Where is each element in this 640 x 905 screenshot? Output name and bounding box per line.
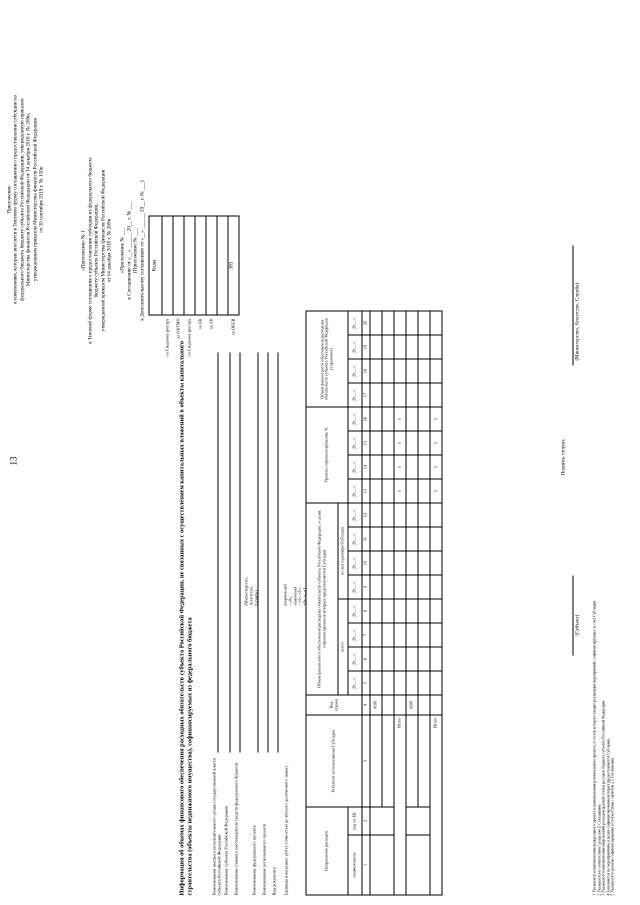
row-code: 0100: [370, 695, 382, 715]
table-cell[interactable]: [406, 383, 418, 407]
header-cell-total: Объем финансового обеспечения расходных обязательств субъекта Российской Федерации, в целях софинансирования которых предоставляется Субсидия: [306, 503, 338, 695]
table-cell[interactable]: [370, 479, 382, 503]
header-line: Министерства финансов Российской Федерации от 14 декабря 2018 г. № 269н,: [25, 112, 32, 286]
code-label: по БК: [208, 318, 213, 329]
signature-left: (Субъект): [575, 614, 580, 635]
table-cell[interactable]: [430, 599, 442, 623]
table-cell[interactable]: [418, 407, 430, 431]
footnote: 1 Указываются наименования федерального проекта и наименования регионального проекта, в состав которого входит реализация мероприятий, софинансируемых за счет Субсидии.: [592, 599, 596, 895]
appendix-line: «Приложение № 1: [80, 229, 86, 271]
table-cell[interactable]: [430, 695, 442, 715]
appendix-line: «Приложение № ___: [118, 227, 125, 273]
codes-header: Коды: [149, 216, 162, 314]
code-label: по Сводному реестру: [186, 318, 191, 357]
table-row-total: [430, 311, 442, 895]
table-cell[interactable]: [430, 623, 442, 647]
appendix-line: (Приложение № ___: [132, 227, 139, 273]
table-cell[interactable]: [394, 551, 406, 575]
code-row: [184, 216, 195, 357]
code-label: по БК: [197, 318, 202, 329]
table-cell[interactable]: [370, 527, 382, 551]
footnote: 2 Указывается в соответствии с разделом II Соглашения.: [596, 803, 601, 895]
col-num: 18: [362, 359, 370, 383]
table-cell[interactable]: [418, 575, 430, 599]
info-line[interactable]: [267, 352, 268, 752]
table-cell[interactable]: [418, 359, 430, 383]
table-cell[interactable]: [418, 671, 430, 695]
col-num: 5: [362, 671, 370, 695]
table-cell[interactable]: [406, 551, 418, 575]
code-row: [217, 216, 228, 314]
table-cell[interactable]: [430, 503, 442, 527]
table-cell[interactable]: [382, 715, 394, 807]
table-cell[interactable]: [394, 359, 406, 383]
info-label: Единица измерения: руб (с точностью до второго десятичного знака): [283, 765, 288, 895]
signature-label: Подпись сторон:: [560, 438, 566, 475]
header-cell-direction: Направление расходов: [306, 807, 348, 895]
col-num: 12: [362, 503, 370, 527]
header-cell-incl: из них в размере Субсидии: [338, 503, 348, 599]
document-title: Информация об объемах финансового обеспечения расходных обязательств субъекта Российской Федерации, не связанных с осуществлением капитальных вложений в объекты капитального строительства (объекты недвижимого имущества), софинансируемых из федерального бюджета: [178, 340, 193, 895]
header-cell-name: наименование: [348, 835, 362, 895]
table-cell[interactable]: [370, 807, 394, 835]
appendix-line: утвержденной приказом Министерства финансов Российской Федерации: [99, 169, 106, 331]
table-cell[interactable]: [370, 671, 382, 695]
info-line[interactable]: [239, 352, 240, 752]
table-cell[interactable]: [418, 551, 430, 575]
col-num: 20: [362, 311, 370, 335]
x-cell: x: [430, 455, 442, 479]
code-row: [206, 216, 217, 329]
table-cell[interactable]: [370, 335, 382, 359]
row-code: 0200: [406, 695, 418, 715]
code-row: [162, 216, 173, 357]
year-cell: 20__ г.: [348, 527, 362, 551]
year-cell: 20__ г.: [348, 383, 362, 407]
table-cell[interactable]: [394, 311, 406, 335]
table-row: [418, 311, 430, 895]
footnotes: [592, 15, 615, 895]
table-cell[interactable]: [382, 695, 394, 715]
table-cell[interactable]: [394, 383, 406, 407]
col-num: 3: [362, 715, 370, 807]
table-cell[interactable]: [382, 623, 394, 647]
table-cell[interactable]: [418, 455, 430, 479]
table-cell[interactable]: [418, 527, 430, 551]
header-cell-bk: код по БК: [348, 807, 362, 835]
table-cell[interactable]: [418, 311, 430, 335]
table-cell[interactable]: [430, 671, 442, 695]
table-cell[interactable]: [430, 527, 442, 551]
table-cell[interactable]: [370, 455, 382, 479]
header-cell-level: Уровень софинансирования, %: [306, 407, 348, 503]
table-row: [406, 311, 418, 895]
table-cell[interactable]: [382, 551, 394, 575]
table-cell[interactable]: [418, 479, 430, 503]
table-cell[interactable]: [394, 335, 406, 359]
itogo-label: Итого: [430, 715, 442, 895]
header-line: утвержденным приказом Министерства финансов Российской Федерации: [31, 117, 38, 281]
x-cell: x: [430, 479, 442, 503]
table-cell[interactable]: [382, 527, 394, 551]
col-num: 7: [362, 623, 370, 647]
info-line[interactable]: [217, 352, 218, 752]
table-cell[interactable]: [418, 503, 430, 527]
info-label: Наименование главного распорядителя средств федерального бюджета: [233, 762, 238, 895]
header-block: [6, 14, 44, 384]
col-num: 6: [362, 647, 370, 671]
table-cell[interactable]: [370, 383, 382, 407]
table-cell[interactable]: [406, 431, 418, 455]
table-cell[interactable]: [406, 479, 418, 503]
x-cell: x: [430, 407, 442, 431]
table-cell[interactable]: [370, 575, 382, 599]
itogo-label: Итого: [394, 715, 406, 895]
signature-line-right[interactable]: [572, 245, 573, 365]
appendix-block: [80, 90, 145, 410]
info-hint: (Министерство, Агентство, Служба): [243, 576, 258, 605]
info-label: Наименование регионального проекта: [261, 823, 266, 895]
year-cell: 20__ г.: [348, 647, 362, 671]
col-num: 13: [362, 479, 370, 503]
table-cell[interactable]: [406, 527, 418, 551]
year-cell: 20__ г.: [348, 575, 362, 599]
table-cell[interactable]: [370, 407, 382, 431]
year-cell: 20__ г.: [348, 671, 362, 695]
table-cell[interactable]: [418, 383, 430, 407]
code-label: по ОКЕИ: [230, 318, 235, 335]
x-cell: x: [394, 407, 406, 431]
footnote: 3 Указываются наименования направлений расходов целевой статьи расходов бюджета субъекта Российской Федерации.: [601, 699, 606, 895]
table-cell[interactable]: [370, 599, 382, 623]
table-cell[interactable]: [406, 503, 418, 527]
table-cell[interactable]: [370, 623, 382, 647]
table-cell[interactable]: [430, 383, 442, 407]
appendix-line: к Типовой форме соглашения о предоставлении субсидии из федерального бюджета: [86, 156, 93, 344]
table-cell[interactable]: [418, 623, 430, 647]
table-cell[interactable]: [382, 311, 394, 335]
col-num: 11: [362, 527, 370, 551]
info-line[interactable]: [257, 352, 258, 752]
code-row: [228, 216, 238, 335]
table-cell[interactable]: [430, 335, 442, 359]
year-cell: 20__ г.: [348, 311, 362, 335]
appendix-line: от 14 декабря 2018 г. № 269н: [106, 218, 113, 282]
year-cell: 20__ г.: [348, 551, 362, 575]
table-cell[interactable]: [430, 551, 442, 575]
code-value[interactable]: 383: [229, 261, 234, 269]
table-cell[interactable]: [382, 431, 394, 455]
table-cell[interactable]: [370, 359, 382, 383]
table-cell[interactable]: [406, 715, 418, 807]
footnote: 4 Заполняется по мероприятиям, в целях софинансирования которых предоставляется Субсидия.: [605, 737, 610, 895]
table-cell[interactable]: [394, 503, 406, 527]
table-cell[interactable]: [430, 359, 442, 383]
year-cell: 20__ г.: [348, 599, 362, 623]
year-cell: 20__ г.: [348, 335, 362, 359]
appendix-line: бюджету субъекта Российской Федерации,: [93, 202, 100, 298]
table-cell[interactable]: [430, 647, 442, 671]
header-cell-result: Результат использования Субсидии: [306, 715, 362, 807]
table-cell[interactable]: [406, 599, 418, 623]
table-cell[interactable]: [394, 623, 406, 647]
header-cell-fed: Объем финансового обеспечения расходных обязательств субъекта Российской Федерации (справочно): [306, 311, 348, 407]
header-line: к изменениям, которые вносятся в Типовую форму соглашения о предоставлении субсидии из: [12, 94, 19, 304]
x-cell: x: [394, 455, 406, 479]
table-cell[interactable]: [394, 671, 406, 695]
info-label: Вид документа: [271, 866, 276, 895]
table-cell[interactable]: [394, 695, 406, 715]
table-cell[interactable]: [418, 715, 430, 807]
footnote: 5 Указывается уровень софинансирования в соответствии с пунктом 2.2 Соглашения.: [610, 756, 615, 895]
col-num: 9: [362, 575, 370, 599]
col-num: 15: [362, 431, 370, 455]
col-num: 19: [362, 335, 370, 359]
table-cell[interactable]: [382, 383, 394, 407]
info-line[interactable]: [229, 352, 230, 752]
table-cell[interactable]: [394, 527, 406, 551]
col-num: 10: [362, 551, 370, 575]
table-cell[interactable]: [406, 807, 430, 835]
table-cell[interactable]: [418, 599, 430, 623]
table-cell[interactable]: [370, 551, 382, 575]
table-cell[interactable]: [382, 503, 394, 527]
table-row: [382, 311, 394, 895]
col-num: 4: [362, 695, 370, 715]
table-cell[interactable]: [370, 715, 382, 807]
table-cell[interactable]: [430, 311, 442, 335]
info-label: Наименование высшего исполнительного органа государственной власти субъекта Российской Федерации: [211, 757, 221, 895]
col-num: 8: [362, 599, 370, 623]
table-cell[interactable]: [394, 575, 406, 599]
table-cell[interactable]: [418, 431, 430, 455]
year-cell: 20__ г.: [348, 455, 362, 479]
table-cell[interactable]: [370, 431, 382, 455]
table-cell[interactable]: [370, 647, 382, 671]
table-cell[interactable]: [406, 575, 418, 599]
signature-right: (Министерство, Агентство, Служба): [575, 282, 580, 360]
table-cell[interactable]: [406, 455, 418, 479]
info-label: Наименование федерального проекта: [251, 824, 256, 895]
table-cell[interactable]: [406, 835, 430, 895]
appendix-line: к Дополнительному соглашению от «__» ______ 20__ г. № ___): [138, 179, 145, 321]
year-cell: 20__ г.: [348, 623, 362, 647]
table-cell[interactable]: [382, 671, 394, 695]
year-cell: 20__ г.: [348, 359, 362, 383]
year-cell: 20__ г.: [348, 431, 362, 455]
main-table: [305, 310, 442, 895]
table-cell[interactable]: [418, 647, 430, 671]
codes-box: [148, 215, 239, 357]
x-cell: x: [394, 431, 406, 455]
header-cell-code: Код строки: [306, 695, 362, 715]
code-label: по ОКТМО: [175, 318, 180, 339]
table-row: [370, 311, 382, 895]
table-cell[interactable]: [382, 575, 394, 599]
table-cell[interactable]: [370, 835, 394, 895]
header-line: федерального бюджета бюджету субъекта Российской Федерации, утвержденную приказом: [18, 97, 25, 301]
table-cell[interactable]: [430, 575, 442, 599]
table-cell[interactable]: [382, 479, 394, 503]
x-cell: x: [430, 431, 442, 455]
table-cell[interactable]: [418, 695, 430, 715]
table-cell[interactable]: [394, 647, 406, 671]
table-cell[interactable]: [406, 359, 418, 383]
table-cell[interactable]: [370, 503, 382, 527]
table-cell[interactable]: [382, 407, 394, 431]
col-num: 17: [362, 383, 370, 407]
table-cell[interactable]: [382, 455, 394, 479]
table-cell[interactable]: [406, 671, 418, 695]
col-num: 16: [362, 407, 370, 431]
table-row-total: [394, 311, 406, 895]
col-num: 1: [362, 835, 370, 895]
table-cell[interactable]: [382, 599, 394, 623]
table-cell[interactable]: [370, 311, 382, 335]
signature-line-left[interactable]: [572, 575, 573, 655]
table-cell[interactable]: [382, 335, 394, 359]
col-num: 14: [362, 455, 370, 479]
year-cell: 20__ г.: [348, 479, 362, 503]
table-cell[interactable]: [382, 359, 394, 383]
table-cell[interactable]: [418, 335, 430, 359]
info-hint: (первичный - «0», изменения - «1», «2», «3», «...»): [282, 583, 307, 605]
table-cell[interactable]: [382, 647, 394, 671]
code-row: [173, 216, 184, 339]
table-cell[interactable]: [406, 335, 418, 359]
col-num: 2: [362, 807, 370, 835]
year-cell: 20__ г.: [348, 503, 362, 527]
page-number: 13: [8, 456, 18, 465]
code-label: по Сводному реестру: [164, 318, 169, 357]
appendix-line: к Соглашению от «__» ______ 20__ г. № ___: [125, 200, 132, 300]
table-cell[interactable]: [406, 407, 418, 431]
x-cell: x: [394, 479, 406, 503]
header-line: от 30 сентября 2019 г. № 150н: [38, 165, 45, 233]
table-cell[interactable]: [394, 599, 406, 623]
info-label: Наименование субъекта Российской Федерации: [223, 805, 228, 895]
table-cell[interactable]: [406, 647, 418, 671]
table-cell[interactable]: [406, 623, 418, 647]
info-line[interactable]: [277, 352, 278, 752]
table-cell[interactable]: [406, 311, 418, 335]
year-cell: 20__ г.: [348, 407, 362, 431]
code-row: [195, 216, 206, 329]
header-line: Приложение: [6, 185, 12, 213]
header-cell-all: всего: [338, 599, 348, 695]
